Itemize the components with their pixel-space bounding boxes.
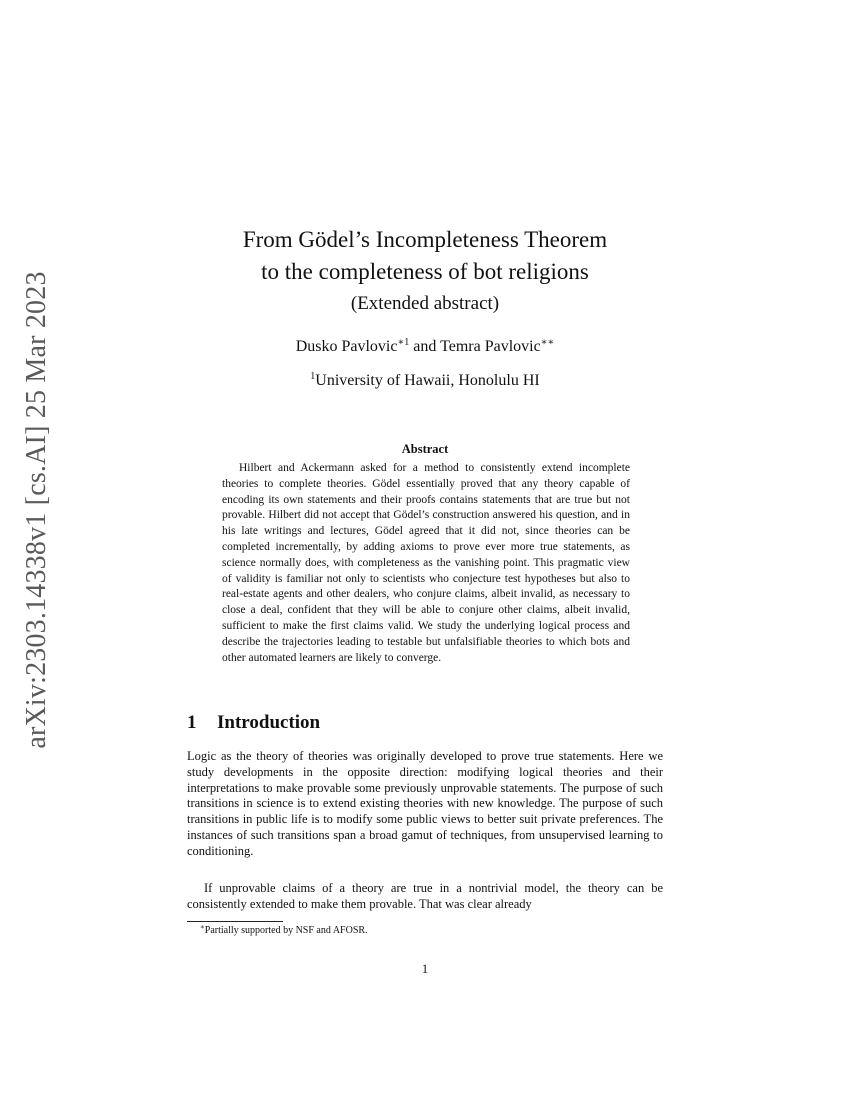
footnote: [200, 925, 368, 936]
footnote-text: Partially supported by NSF and AFOSR.: [204, 925, 368, 936]
section-number: 1: [187, 712, 197, 733]
arxiv-identifier: arXiv:2303.14338v1 [cs.AI] 25 Mar 2023: [21, 271, 52, 749]
section-title: Introduction: [217, 712, 321, 733]
footnote-divider: [187, 921, 283, 922]
body-paragraph-2: If unprovable claims of a theory are true in a nontrivial model, the theory can be consistently extended to make them provable. That was clear already: [187, 881, 663, 911]
author-conjunction: and: [409, 338, 441, 355]
author-2-name: Temra Pavlovic: [440, 338, 541, 355]
title-line-1: From Gödel’s Incompleteness Theorem: [242, 227, 608, 252]
footnote-mark: ∗: [200, 923, 205, 931]
author-list: [160, 336, 690, 358]
section-heading: [187, 712, 320, 734]
author-2-marks: ∗∗: [540, 337, 555, 348]
author-1-marks: ∗1: [397, 337, 410, 348]
affiliation-mark: 1: [310, 371, 316, 382]
paper-title: [160, 224, 690, 288]
affiliation-text: University of Hawaii, Honolulu HI: [315, 372, 540, 389]
body-paragraph-1: Logic as the theory of theories was originally developed to prove true statements. Here we study developments in the opposite direction: modifying logical theories and their interpretations to make provable some previously unprovable statements. The purpose of such transitions in science is to extend existing theories with new knowledge. The purpose of such transitions in public life is to modify some public views to better suit private preferences. The instances of such transitions span a broad gamut of techniques, from unsupervised learning to conditioning.: [187, 749, 663, 858]
page-number: 1: [421, 962, 429, 976]
paper-subtitle: (Extended abstract): [350, 293, 500, 314]
affiliation: [160, 370, 690, 392]
author-1-name: Dusko Pavlovic: [295, 338, 398, 355]
abstract-text: Hilbert and Ackermann asked for a method to consistently extend incomplete theories to complete theories. Gödel essentially proved that any theory capable of encoding its own statements and their proofs contains statements that are true but not provable. Hilbert did not accept that Gödel’s construction answered his question, and in his late writings and lectures, Gödel agreed that it did not, since theories can be completed incrementally, by adding axioms to prove ever more true statements, as science normally does, with completeness as the vanishing point. This pragmatic view of validity is familiar not only to scientists who conjecture test hypotheses but also to real-estate agents and other dealers, who conjure claims, albeit invalid, as necessary to close a deal, confident that they will be able to conjure other claims, albeit invalid, sufficient to make the first claims valid. We study the underlying logical process and describe the trajectories leading to testable but unfalsifiable theories to which bots and other automated learners are likely to converge.: [222, 462, 630, 664]
abstract-heading: Abstract: [401, 442, 449, 456]
title-line-2: to the completeness of bot religions: [261, 259, 589, 284]
